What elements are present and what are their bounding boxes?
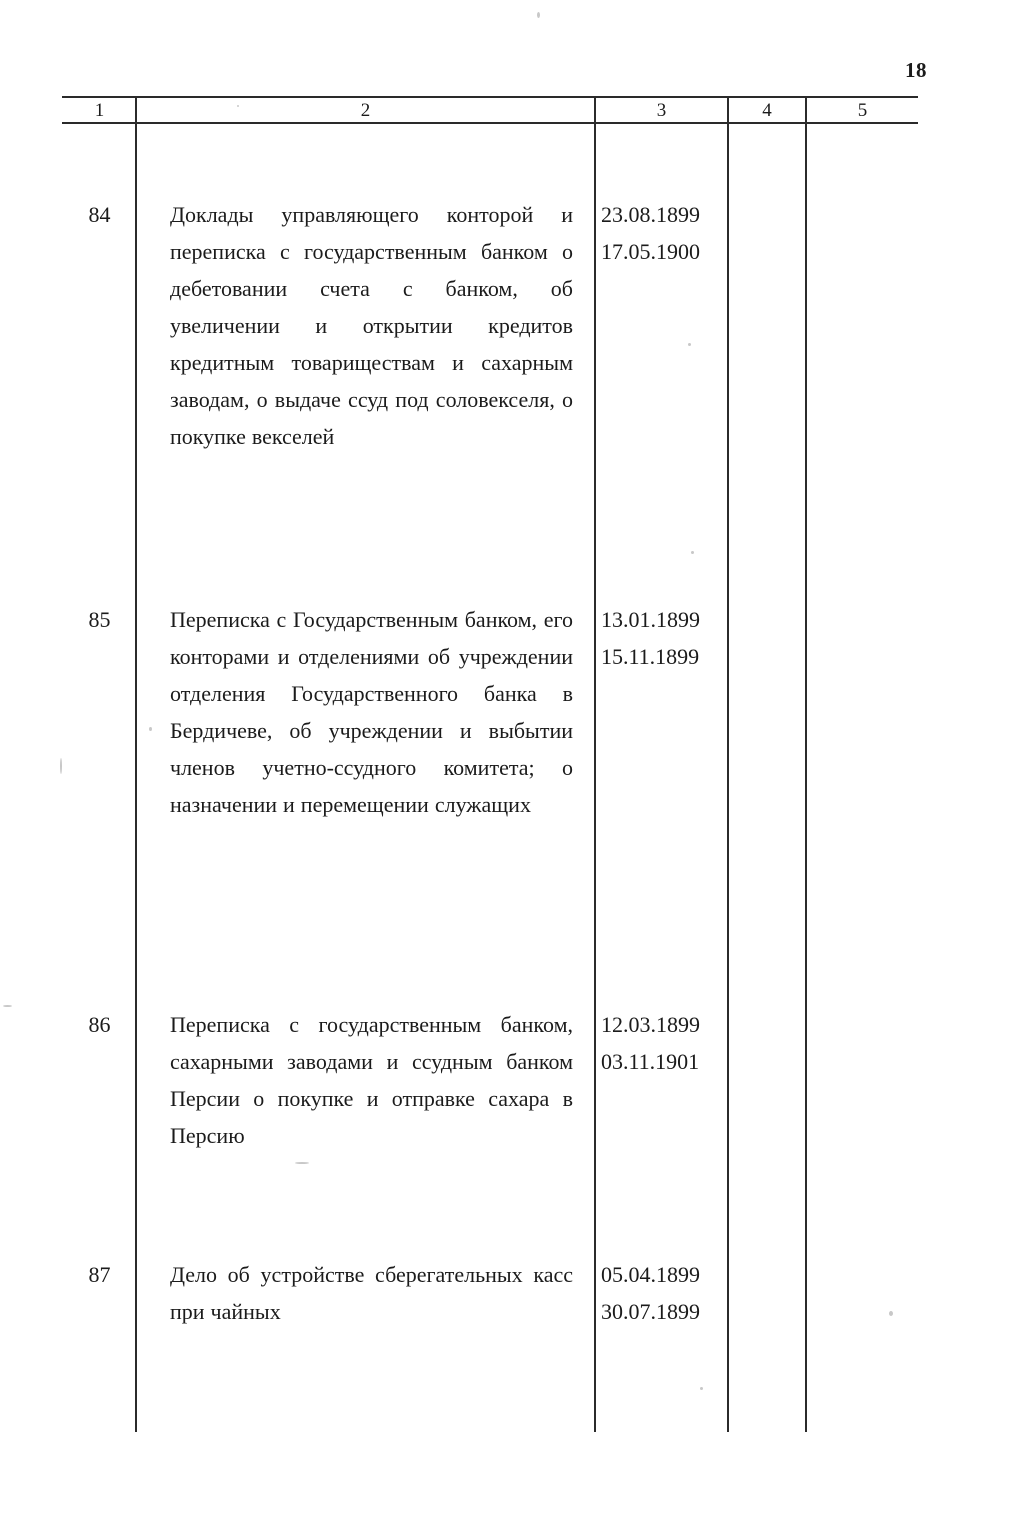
row-date-start: 23.08.1899 — [601, 202, 700, 227]
column-divider-1 — [135, 96, 137, 1432]
row-description: Дело об устройстве сберегательных касс при чайных — [170, 1262, 573, 1324]
row-date-end: 03.11.1901 — [601, 1049, 700, 1074]
row-date-start: 13.01.1899 — [601, 607, 700, 632]
scan-speck — [60, 758, 62, 774]
table-top-rule — [62, 96, 918, 98]
scan-speck — [700, 1387, 703, 1390]
page-number: 18 — [905, 58, 927, 82]
column-header-4: 4 — [762, 100, 772, 121]
row-number: 85 — [88, 607, 111, 632]
column-header-2: 2 — [360, 100, 371, 121]
column-header-1: 1 — [94, 100, 105, 121]
row-date-start: 12.03.1899 — [601, 1012, 700, 1037]
row-description: Переписка с Государственным банком, его конторами и отделениями об учреждении отделения Государственного банка в Бердичеве, об учреждении и выбытии членов учетно-ссудного комитета; о назначении и перемещении служащих — [170, 607, 573, 817]
row-number: 86 — [88, 1012, 111, 1037]
row-date-end: 30.07.1899 — [601, 1299, 700, 1324]
row-description: Доклады управляющего конторой и переписка с государственным банком о дебетовании счета с банком, об увеличении и открытии кредитов кредитным товариществам и сахарным заводам, о выдаче ссуд под соловекселя, о покупке векселей — [170, 202, 573, 449]
scan-speck — [537, 12, 540, 18]
scan-speck — [691, 551, 694, 554]
row-dates — [601, 1006, 746, 1080]
scan-speck — [3, 1005, 12, 1007]
column-divider-2 — [594, 96, 596, 1432]
row-dates — [601, 1256, 746, 1330]
row-dates — [601, 601, 746, 675]
scan-speck — [149, 727, 152, 731]
row-number: 87 — [88, 1262, 111, 1287]
column-header-5: 5 — [857, 100, 868, 121]
table-header-rule — [62, 122, 918, 124]
column-divider-4 — [805, 96, 807, 1432]
column-divider-3 — [727, 96, 729, 1432]
row-date-start: 05.04.1899 — [601, 1262, 700, 1287]
row-date-end: 15.11.1899 — [601, 644, 700, 669]
scan-speck — [889, 1311, 893, 1316]
row-description: Переписка с государственным банком, сахарными заводами и ссудным банком Персии о покупке и отправке сахара в Персию — [170, 1012, 573, 1148]
row-number: 84 — [88, 202, 111, 227]
row-dates — [601, 196, 746, 270]
scan-speck — [237, 105, 239, 107]
scan-speck — [295, 1162, 309, 1164]
scan-speck — [688, 343, 691, 346]
column-header-3: 3 — [656, 100, 667, 121]
row-date-end: 17.05.1900 — [601, 239, 700, 264]
